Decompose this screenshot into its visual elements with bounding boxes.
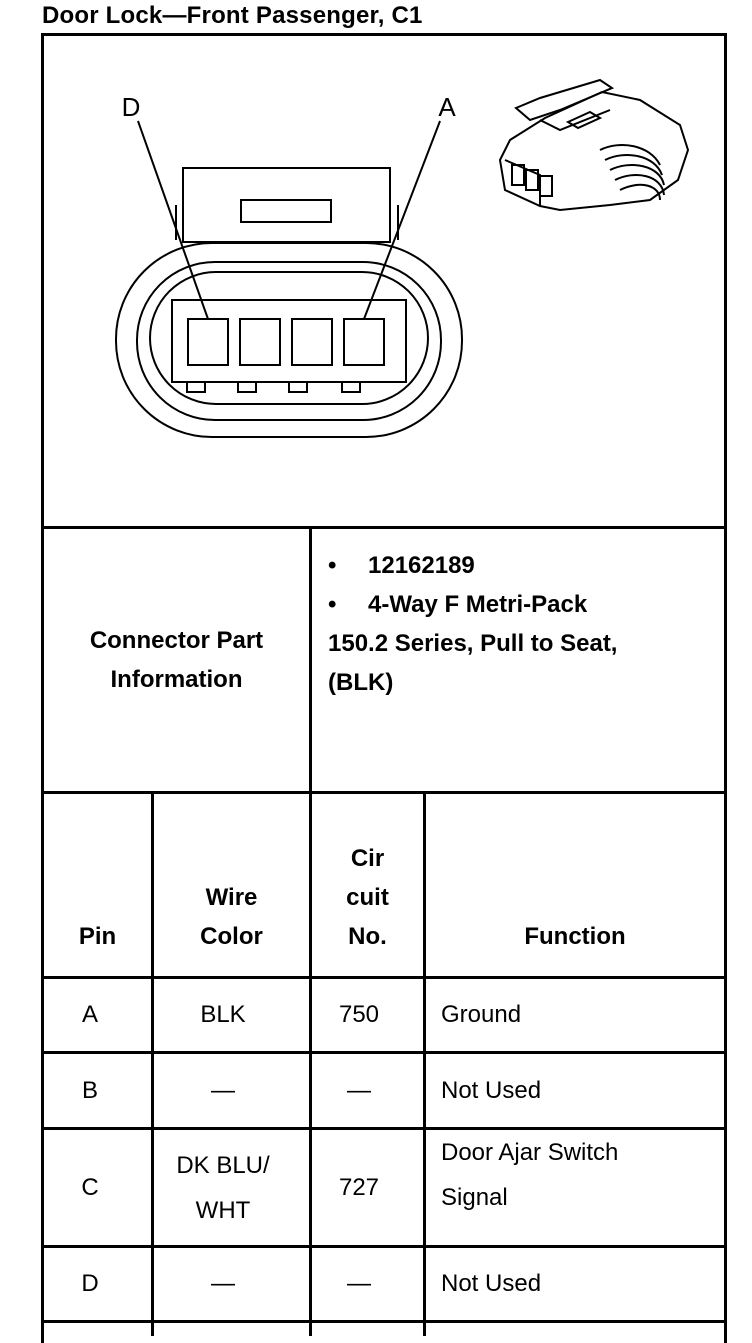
pin-label-a: A <box>438 92 456 122</box>
connector-info-details <box>328 546 617 702</box>
row-a-function: Ground <box>441 1001 522 1028</box>
rule-row-d <box>41 1320 727 1323</box>
latch-window <box>241 200 331 222</box>
pin-label-d: D <box>121 92 141 122</box>
row-c-wire-line2: WHT <box>195 1196 251 1224</box>
connector-desc-line2: 150.2 Series, Pull to Seat, <box>328 630 618 657</box>
connector-diagram <box>0 0 752 540</box>
row-d-wire: — <box>211 1270 235 1297</box>
header-wire-color <box>154 794 309 976</box>
bullet: • <box>328 552 337 579</box>
row-c-wire-line1: DK BLU/ <box>176 1151 270 1179</box>
row-b-circuit: — <box>347 1076 371 1104</box>
header-wire-line2: Color <box>200 923 263 950</box>
header-circuit <box>312 794 423 976</box>
header-circuit-line2: cuit <box>346 884 389 911</box>
page-title: Door Lock—Front Passenger, C1 <box>42 2 423 29</box>
row-a-wire: BLK <box>200 1001 246 1028</box>
terminal-a <box>344 319 384 365</box>
row-c-function-line2: Signal <box>441 1184 508 1211</box>
header-circuit-line3: No. <box>348 923 387 950</box>
row-a-circuit: 750 <box>338 1001 380 1028</box>
header-wire-line1: Wire <box>205 884 258 911</box>
bullet: • <box>328 591 337 618</box>
header-function: Function <box>524 923 626 950</box>
row-d-pin: D <box>81 1270 99 1297</box>
terminal-b <box>292 319 332 365</box>
row-c-function <box>441 1130 721 1245</box>
connector-info-label-line1: Connector Part <box>89 627 264 654</box>
connector-3d-view <box>500 80 688 210</box>
row-b-function: Not Used <box>441 1076 542 1104</box>
terminal-d <box>188 319 228 365</box>
row-b-wire: — <box>211 1076 235 1104</box>
row-d-function: Not Used <box>441 1270 542 1297</box>
part-number: 12162189 <box>368 552 475 579</box>
row-c-pin: C <box>81 1173 99 1201</box>
row-c-wire <box>154 1130 292 1245</box>
row-c-function-line1: Door Ajar Switch <box>441 1139 619 1166</box>
connector-inner-shell <box>137 262 441 420</box>
connector-latch <box>183 168 390 242</box>
row-a-pin: A <box>81 1001 98 1028</box>
terminal-c <box>240 319 280 365</box>
row-c-circuit: 727 <box>338 1173 380 1201</box>
connector-desc-line1: 4-Way F Metri-Pack <box>368 591 588 618</box>
connector-desc-line3: (BLK) <box>328 669 394 696</box>
header-circuit-line1: Cir <box>350 845 385 872</box>
connector-info-label <box>44 529 309 791</box>
row-d-circuit: — <box>347 1270 371 1297</box>
header-pin: Pin <box>78 923 117 950</box>
row-b-pin: B <box>81 1076 98 1104</box>
connector-info-label-line2: Information <box>110 666 243 693</box>
